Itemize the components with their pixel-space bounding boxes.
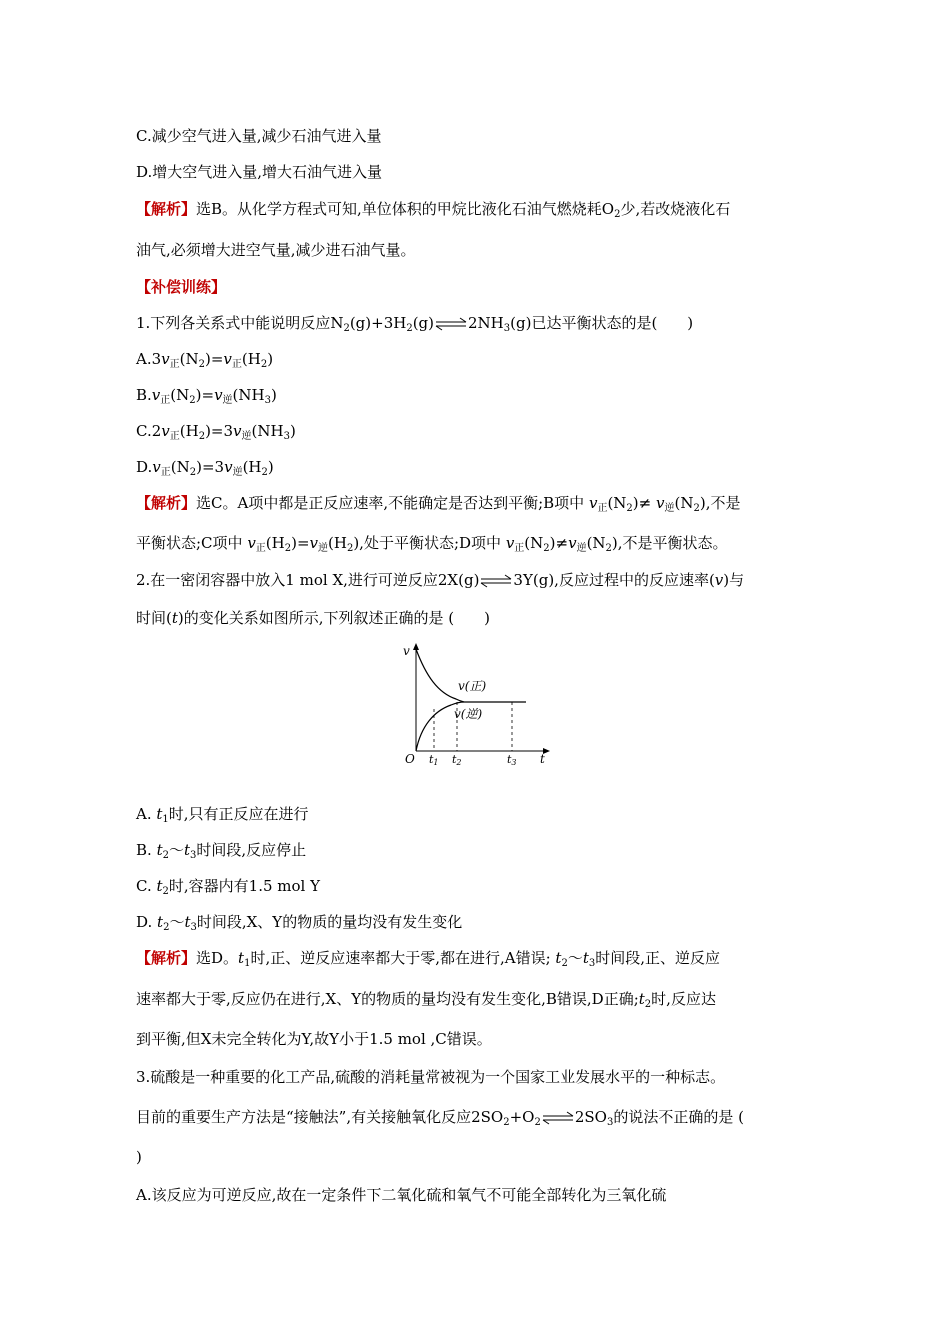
q1-analysis-line2: 平衡状态;C项中 $v_正(H_2)=v_逆(H_2)$,处于平衡状态;D项中 $v_正(N_2)\ne v_逆(N_2)$,不是平衡状态。 [136, 534, 728, 554]
reversible-arrow-icon [541, 1111, 575, 1125]
reversible-arrow-icon [434, 317, 468, 331]
q1-stem: 1.下列各关系式中能说明反应$N_2(g)+3H_2(g)$ $2NH_3(g)$已达平衡状态的是( ) [136, 314, 694, 334]
tick-t3: t3 [507, 753, 517, 766]
origin-label: O [405, 752, 415, 766]
q3-stem-line2: 目前的重要生产方法是“接触法”,有关接触氧化反应$2SO_2+O_2$ $2SO_3$的说法不正确的是 ( [136, 1108, 744, 1128]
y-axis-arrow [413, 643, 419, 650]
tick-t2: t2 [452, 753, 462, 766]
reversible-arrow-icon [479, 574, 513, 588]
q1-analysis-line1: 【解析】选C。A项中都是正反应速率,不能确定是否达到平衡;B项中 $v_正(N_2)\ne v_逆(N_2)$,不是 [136, 494, 741, 514]
q2-analysis-line1: 【解析】选D。$t_1$时,正、逆反应速率都大于零,都在进行,A错误; $t_2\sim t_3$时间段,正、逆反应 [136, 949, 721, 969]
x-axis-label: t [540, 752, 545, 766]
q3-stem-line1: 3.硫酸是一种重要的化工产品,硫酸的消耗量常被视为一个国家工业发展水平的一种标志。 [136, 1068, 726, 1086]
q2-option-b: B. $t_2\sim t_3$时间段,反应停止 [136, 841, 307, 861]
analysis-0-line2: 油气,必须增大进空气量,减少进石油气量。 [136, 241, 416, 259]
supplement-tag: 【补偿训练】 [136, 278, 227, 296]
option-d-prev: D.增大空气进入量,增大石油气进入量 [136, 163, 383, 181]
label-forward: v(正) [458, 679, 487, 693]
q2-stem-line1: 2.在一密闭容器中放入1 mol X,进行可逆反应2X(g) 3Y(g),反应过程中的反应速率(v)与 [136, 571, 745, 589]
label-reverse: v(逆) [454, 707, 483, 721]
q1-option-c: $C.2v_正(H_2)=3v_逆(NH_3)$ [136, 422, 296, 442]
tick-t1: t1 [429, 753, 439, 766]
q3-option-a: A.该反应为可逆反应,故在一定条件下二氧化硫和氧气不可能全部转化为三氧化硫 [136, 1186, 667, 1204]
q1-option-d: $D.v_正(N_2)=3v_逆(H_2)$ [136, 458, 274, 478]
analysis-0-line1: 【解析】选B。从化学方程式可知,单位体积的甲烷比液化石油气燃烧耗$O_2$少,若改烧液化石 [136, 200, 731, 220]
q1-option-b: $B.v_正(N_2)=v_逆(NH_3)$ [136, 386, 277, 406]
analysis-tag: 【解析】 [136, 200, 197, 218]
q3-stem-line3: ) [136, 1148, 142, 1166]
q2-option-a: A. $t_1$时,只有正反应在进行 [136, 805, 309, 825]
q2-stem-line2: 时间(t)的变化关系如图所示,下列叙述正确的是 ( ) [136, 609, 490, 627]
series-forward-curve [416, 649, 464, 702]
rate-time-chart [396, 641, 556, 770]
q2-option-d: D. $t_2\sim t_3$时间段,X、Y的物质的量均没有发生变化 [136, 913, 463, 933]
option-c-prev: C.减少空气进入量,减少石油气进入量 [136, 127, 382, 145]
q2-analysis-line2: 速率都大于零,反应仍在进行,X、Y的物质的量均没有发生变化,B错误,D正确$;t_2$时,反应达 [136, 990, 716, 1010]
q1-option-a: $A.3v_正(N_2)=v_正(H_2)$ [136, 350, 274, 370]
y-axis-label: v [403, 644, 410, 658]
q2-analysis-line3: 到平衡,但X未完全转化为Y,故Y小于1.5 mol ,C错误。 [136, 1030, 492, 1048]
q2-option-c: C. $t_2$时,容器内有1.5 mol Y [136, 877, 321, 897]
